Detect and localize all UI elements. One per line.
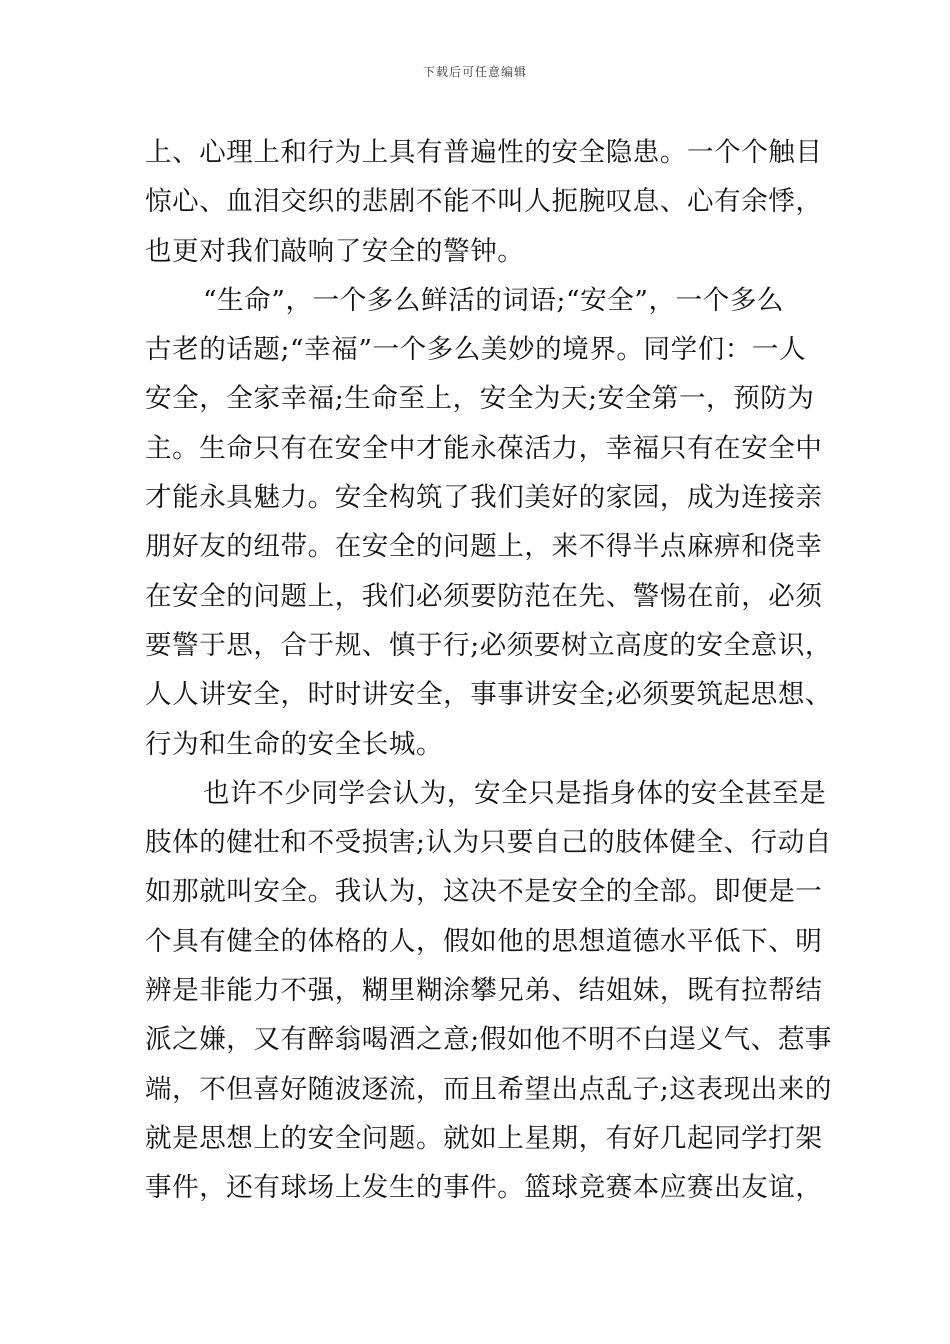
text-line: 辨是非能力不强，糊里糊涂攀兄弟、结姐妹，既有拉帮结 — [145, 975, 823, 1007]
text-line: 主。生命只有在安全中才能永葆活力，幸福只有在安全中 — [145, 432, 823, 464]
text-line: 上、心理上和行为上具有普遍性的安全隐患。一个个触目 — [145, 137, 823, 168]
text-line: 惊心、血泪交织的悲剧不能不叫人扼腕叹息、心有余悸， — [145, 186, 823, 218]
text-line: 个具有健全的体格的人，假如他的思想道德水平低下、明 — [145, 925, 823, 957]
text-line: 朋好友的纽带。在安全的问题上，来不得半点麻痹和侥幸 — [145, 531, 823, 563]
text-line: “生命”，一个多么鲜活的词语;“安全”，一个多么 — [203, 284, 785, 316]
text-line: 古老的话题;“幸福”一个多么美妙的境界。同学们：一人 — [145, 334, 807, 366]
text-line: 才能永具魅力。安全构筑了我们美好的家园，成为连接亲 — [145, 482, 823, 514]
text-line: 安全，全家幸福;生命至上，安全为天;安全第一，预防为 — [145, 383, 815, 415]
text-line: 人人讲安全，时时讲安全，事事讲安全;必须要筑起思想、 — [145, 679, 833, 711]
text-line: 要警于思，合于规、慎于行;必须要树立高度的安全意识， — [145, 629, 833, 661]
text-line: 就是思想上的安全问题。就如上星期，有好几起同学打架 — [145, 1122, 823, 1154]
text-line: 端，不但喜好随波逐流，而且希望出点乱子;这表现出来的 — [145, 1073, 833, 1105]
text-line: 事件，还有球场上发生的事件。篮球竞赛本应赛出友谊， — [145, 1172, 823, 1204]
page-header: 下载后可任意编辑 — [422, 65, 527, 79]
body-text — [145, 128, 833, 1213]
text-line: 在安全的问题上，我们必须要防范在先、警惕在前，必须 — [145, 580, 823, 612]
text-line: 肢体的健壮和不受损害;认为只要自己的肢体健全、行动自 — [145, 827, 833, 859]
text-line: 也更对我们敲响了安全的警钟。 — [145, 235, 525, 267]
text-line: 行为和生命的安全长城。 — [145, 728, 444, 760]
text-line: 派之嫌，又有醉翁喝酒之意;假如他不明不白逞义气、惹事 — [145, 1024, 833, 1056]
text-line: 也许不少同学会认为，安全只是指身体的安全甚至是 — [203, 777, 827, 809]
text-line: 如那就叫安全。我认为，这决不是安全的全部。即便是一 — [145, 876, 823, 908]
